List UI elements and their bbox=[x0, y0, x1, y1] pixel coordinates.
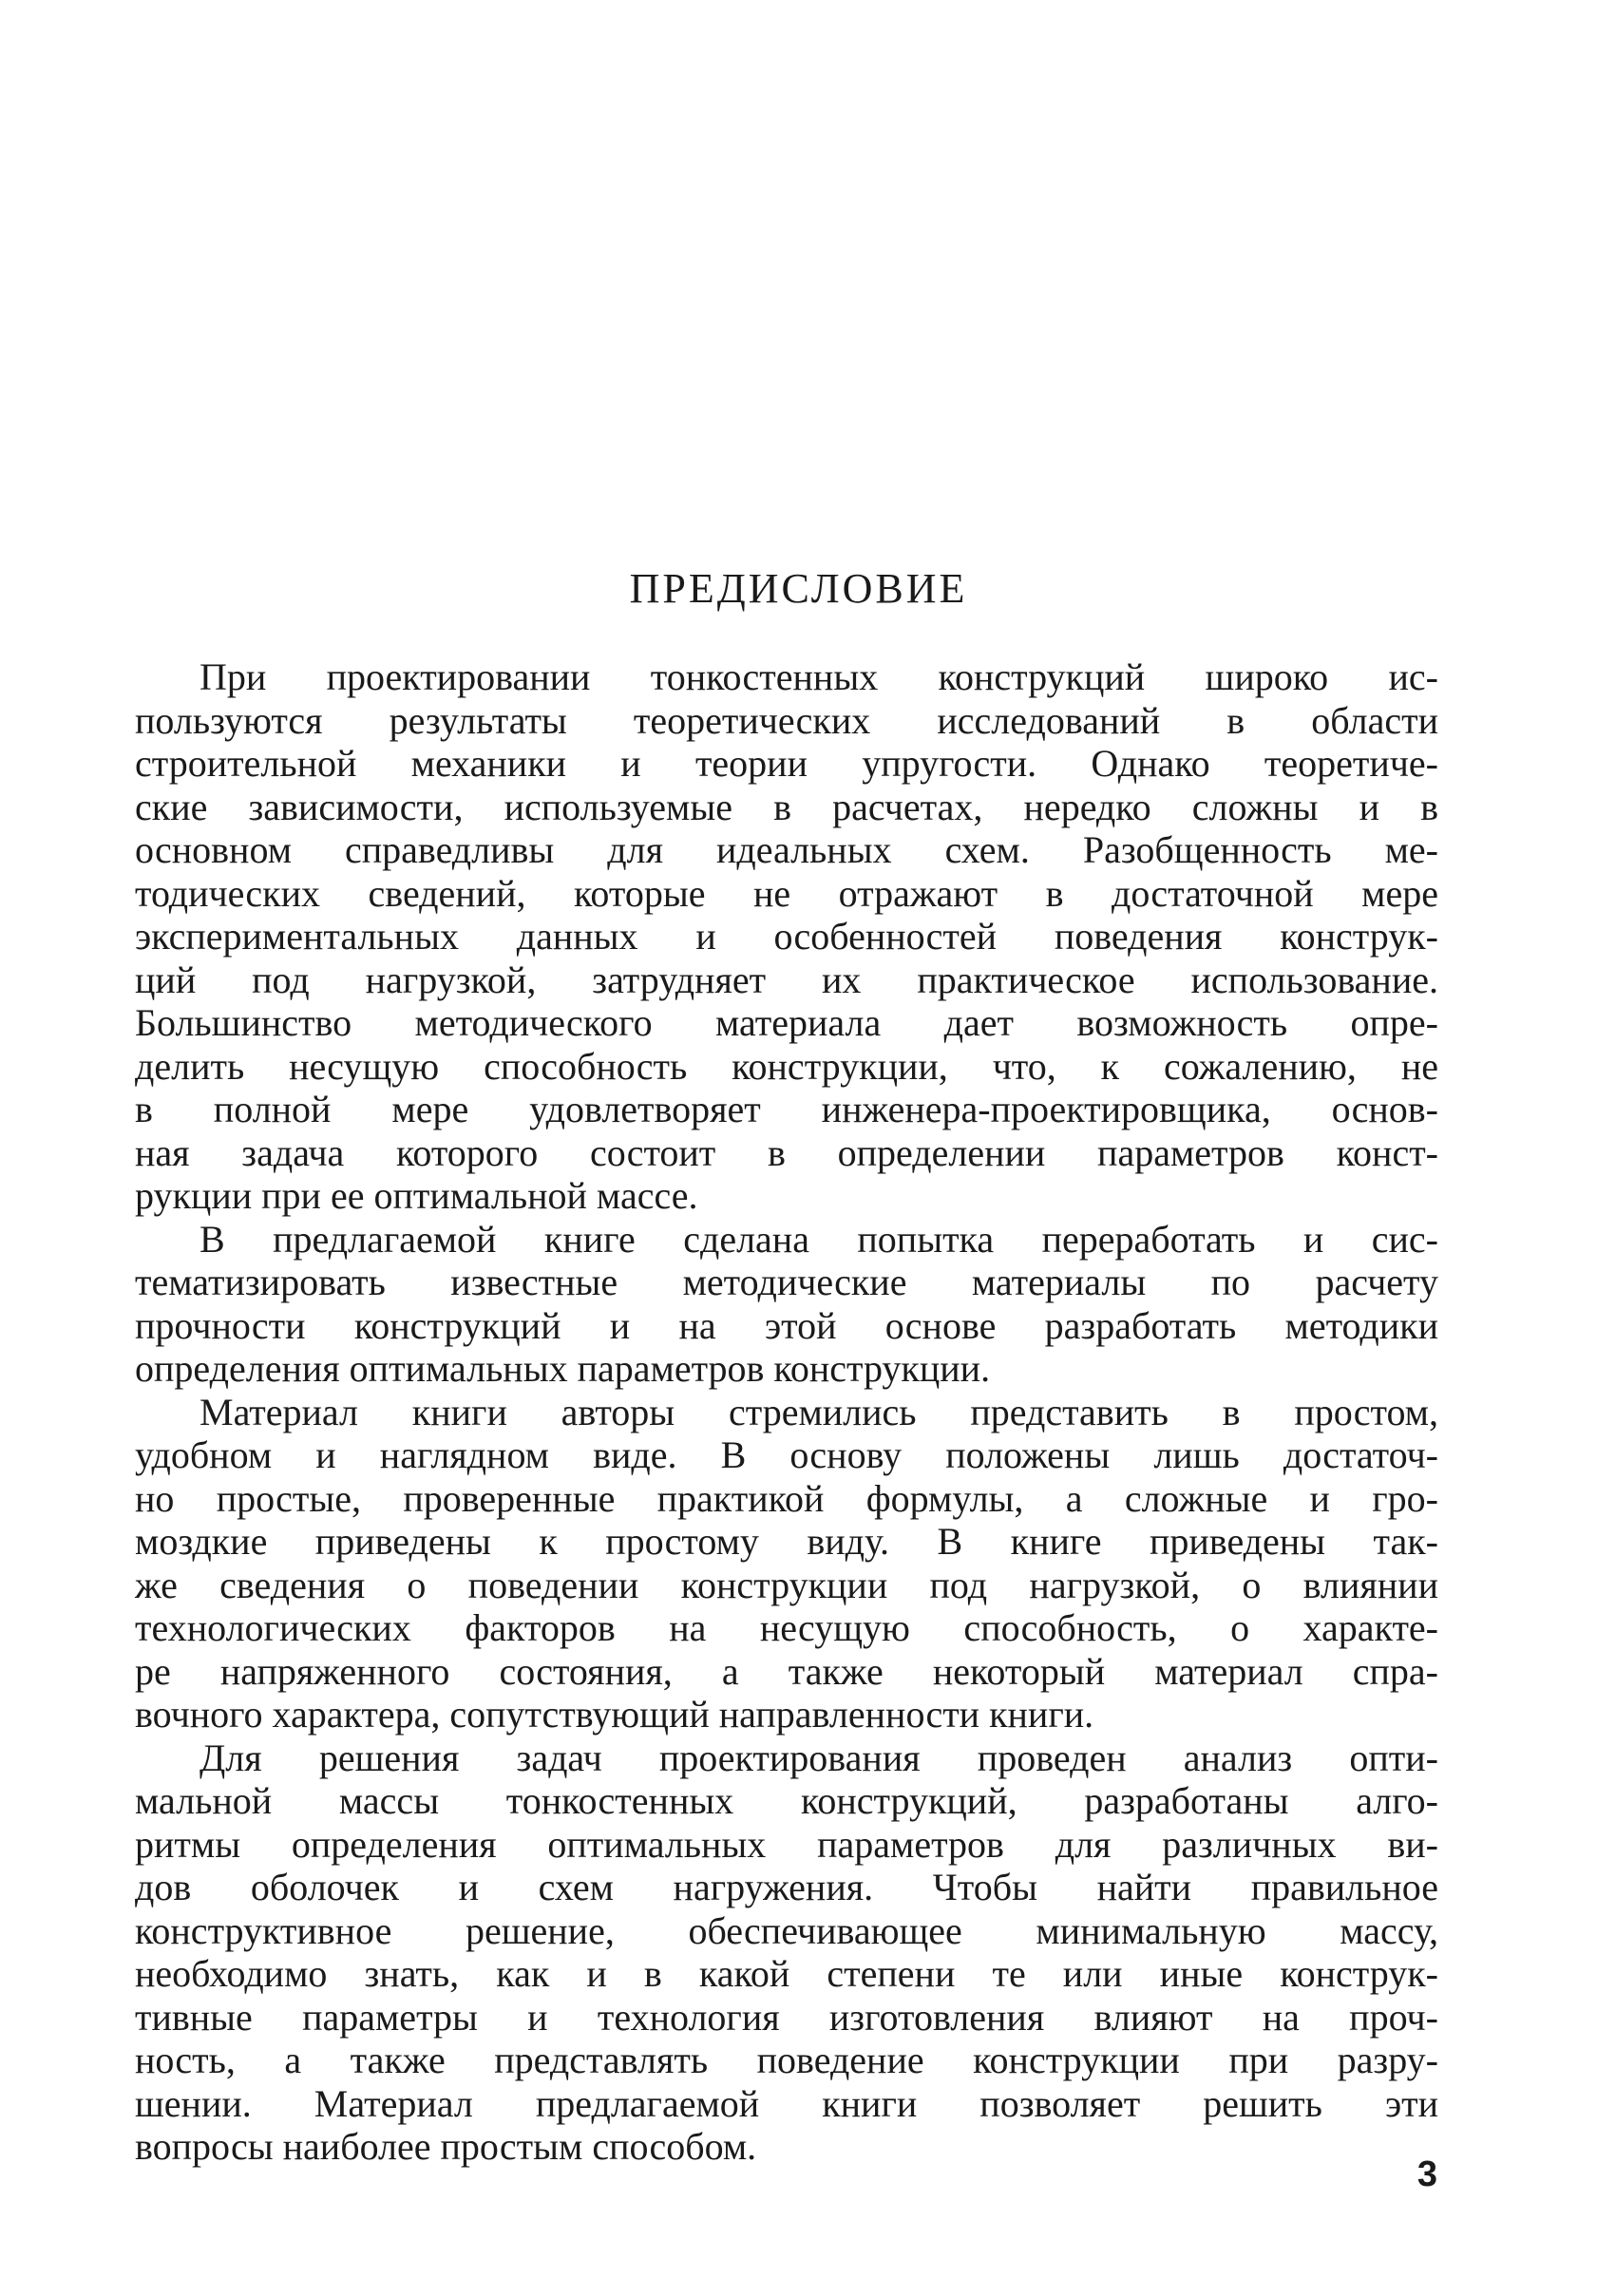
text-line: ритмы определения оптимальных параметров для различных ви- bbox=[135, 1822, 1438, 1866]
paragraph-3 bbox=[135, 1391, 1438, 1736]
page-number: 3 bbox=[1416, 2154, 1437, 2194]
text-line: необходимо знать, как и в какой степени те или иные конструк- bbox=[135, 1952, 1438, 1995]
text-line: шении. Материал предлагаемой книги позволяет решить эти bbox=[135, 2081, 1438, 2125]
text-line: дов оболочек и схем нагружения. Чтобы найти правильное bbox=[135, 1866, 1438, 1908]
text-line: Материал книги авторы стремились представить в простом, bbox=[200, 1390, 1438, 1433]
text-line: При проектировании тонкостенных конструкций широко ис- bbox=[200, 655, 1438, 698]
text-line: прочности конструкций и на этой основе разработать методики bbox=[135, 1303, 1438, 1347]
text-line: ность, а также представлять поведение конструкции при разру- bbox=[135, 2039, 1438, 2081]
text-line: тивные параметры и технология изготовления влияют на проч- bbox=[135, 1995, 1438, 2039]
text-line: экспериментальных данных и особенностей поведения конструк- bbox=[135, 915, 1438, 958]
text-line: моздкие приведены к простому виду. В книге приведены так- bbox=[135, 1520, 1438, 1563]
paragraph-1 bbox=[135, 655, 1438, 1218]
text-line: делить несущую способность конструкции, что, к сожалению, не bbox=[135, 1044, 1438, 1088]
text-line: строительной механики и теории упругости. Однако теоретиче- bbox=[135, 742, 1438, 785]
text-line: Для решения задач проектирования проведен анализ опти- bbox=[200, 1736, 1438, 1779]
paragraph-2 bbox=[135, 1218, 1438, 1391]
text-line: вочного характера, сопутствующий направленности книги. bbox=[135, 1693, 1094, 1736]
text-line: пользуются результаты теоретических исследований в области bbox=[135, 698, 1438, 742]
text-line: ций под нагрузкой, затрудняет их практическое использование. bbox=[135, 958, 1438, 1001]
text-line: в полной мере удовлетворяет инженера-проектировщика, основ- bbox=[135, 1088, 1438, 1130]
preface-body bbox=[135, 655, 1438, 2169]
text-line: вопросы наиболее простым способом. bbox=[135, 2125, 757, 2168]
text-line: технологических факторов на несущую способность, о характе- bbox=[135, 1606, 1438, 1649]
text-line: мальной массы тонкостенных конструкций, разработаны алго- bbox=[135, 1779, 1438, 1822]
text-line: определения оптимальных параметров конструкции. bbox=[135, 1347, 991, 1390]
text-line: конструктивное решение, обеспечивающее минимальную массу, bbox=[135, 1908, 1438, 1952]
text-line: но простые, проверенные практикой формулы, а сложные и гро- bbox=[135, 1476, 1438, 1520]
text-line: удобном и наглядном виде. В основу положены лишь достаточ- bbox=[135, 1433, 1438, 1476]
text-line: ре напряженного состояния, а также некоторый материал спра- bbox=[135, 1649, 1438, 1693]
text-line: ная задача которого состоит в определении параметров конст- bbox=[135, 1130, 1438, 1174]
text-line: ские зависимости, используемые в расчетах, нередко сложны и в bbox=[135, 785, 1438, 828]
page-title: ПРЕДИСЛОВИЕ bbox=[629, 565, 968, 612]
text-line: же сведения о поведении конструкции под нагрузкой, о влиянии bbox=[135, 1563, 1438, 1606]
text-line: тодических сведений, которые не отражают в достаточной мере bbox=[135, 871, 1438, 915]
text-line: рукции при ее оптимальной массе. bbox=[135, 1174, 698, 1217]
text-line: В предлагаемой книге сделана попытка переработать и сис- bbox=[200, 1217, 1438, 1261]
text-line: тематизировать известные методические материалы по расчету bbox=[135, 1261, 1438, 1303]
text-line: основном справедливы для идеальных схем. Разобщенность ме- bbox=[135, 828, 1438, 871]
text-line: Большинство методического материала дает возможность опре- bbox=[135, 1001, 1438, 1044]
paragraph-4 bbox=[135, 1736, 1438, 2169]
